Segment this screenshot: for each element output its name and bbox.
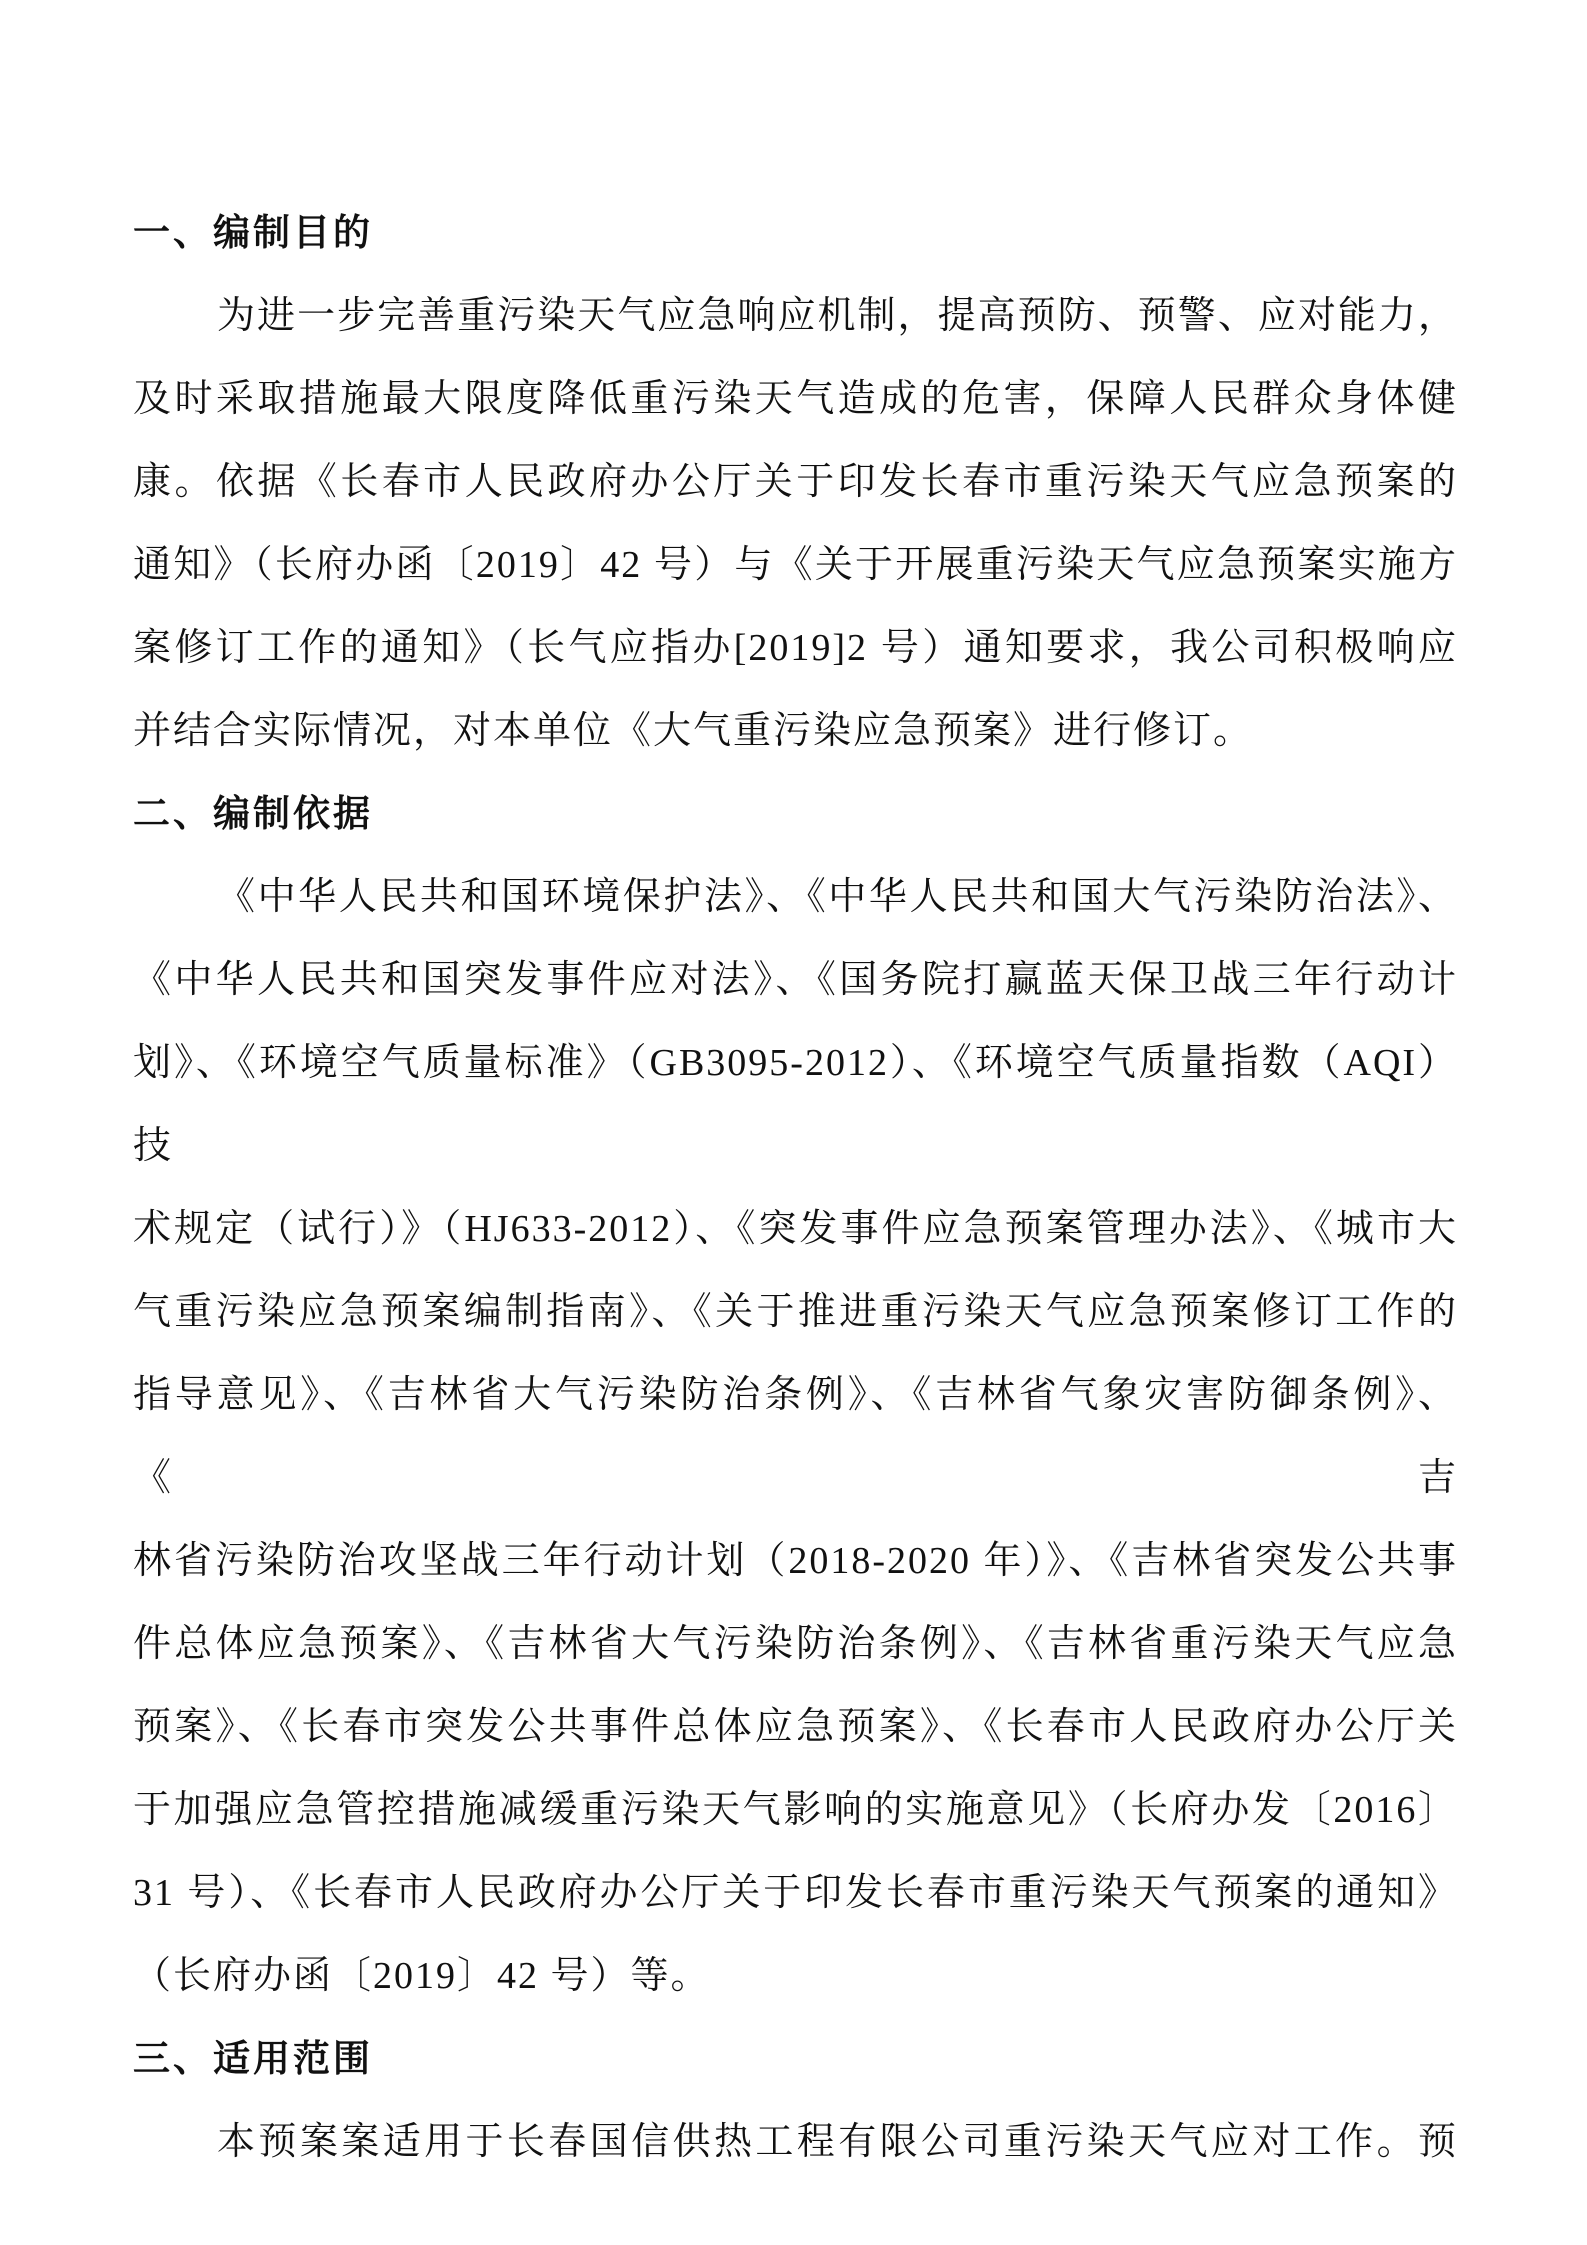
paragraph-line: 划》、《环境空气质量标准》（GB3095-2012）、《环境空气质量指数（AQI）技 bbox=[133, 1042, 1458, 1167]
paragraph-line: 指导意见》、《吉林省大气污染防治条例》、《吉林省气象灾害防御条例》、《吉 bbox=[133, 1374, 1458, 1499]
paragraph-line: 《中华人民共和国突发事件应对法》、《国务院打赢蓝天保卫战三年行动计 bbox=[133, 959, 1458, 1001]
paragraph-line: 林省污染防治攻坚战三年行动计划（2018-2020 年）》、《吉林省突发公共事 bbox=[133, 1540, 1458, 1582]
paragraph-line: 本预案案适用于长春国信供热工程有限公司重污染天气应对工作。预 bbox=[217, 2121, 1458, 2163]
paragraph-line: 及时采取措施最大限度降低重污染天气造成的危害，保障人民群众身体健 bbox=[133, 378, 1458, 420]
section-heading-basis: 二、编制依据 bbox=[133, 794, 373, 835]
paragraph-line: 术规定（试行）》（HJ633-2012）、《突发事件应急预案管理办法》、《城市大 bbox=[133, 1208, 1458, 1250]
section-heading-purpose: 一、编制目的 bbox=[133, 213, 373, 254]
section-heading-scope: 三、适用范围 bbox=[133, 2039, 373, 2080]
paragraph-line: 《中华人民共和国环境保护法》、《中华人民共和国大气污染防治法》、 bbox=[217, 876, 1458, 918]
paragraph-line: 于加强应急管控措施减缓重污染天气影响的实施意见》（长府办发〔2016〕 bbox=[133, 1789, 1458, 1831]
paragraph-line: 康。依据《长春市人民政府办公厅关于印发长春市重污染天气应急预案的 bbox=[133, 461, 1458, 503]
paragraph-line: 案修订工作的通知》（长气应指办[2019]2 号）通知要求，我公司积极响应 bbox=[133, 627, 1458, 669]
paragraph-line: 预案》、《长春市突发公共事件总体应急预案》、《长春市人民政府办公厅关 bbox=[133, 1706, 1458, 1748]
paragraph-line: （长府办函〔2019〕42 号）等。 bbox=[133, 1955, 711, 1997]
paragraph-line: 并结合实际情况，对本单位《大气重污染应急预案》进行修订。 bbox=[133, 710, 1254, 752]
paragraph-line: 31 号）、《长春市人民政府办公厅关于印发长春市重污染天气预案的通知》 bbox=[133, 1872, 1458, 1914]
paragraph-line: 件总体应急预案》、《吉林省大气污染防治条例》、《吉林省重污染天气应急 bbox=[133, 1623, 1458, 1665]
paragraph-line: 气重污染应急预案编制指南》、《关于推进重污染天气应急预案修订工作的 bbox=[133, 1291, 1458, 1333]
paragraph-line: 为进一步完善重污染天气应急响应机制，提高预防、预警、应对能力， bbox=[217, 295, 1458, 337]
paragraph-line: 通知》（长府办函〔2019〕42 号）与《关于开展重污染天气应急预案实施方 bbox=[133, 544, 1458, 586]
